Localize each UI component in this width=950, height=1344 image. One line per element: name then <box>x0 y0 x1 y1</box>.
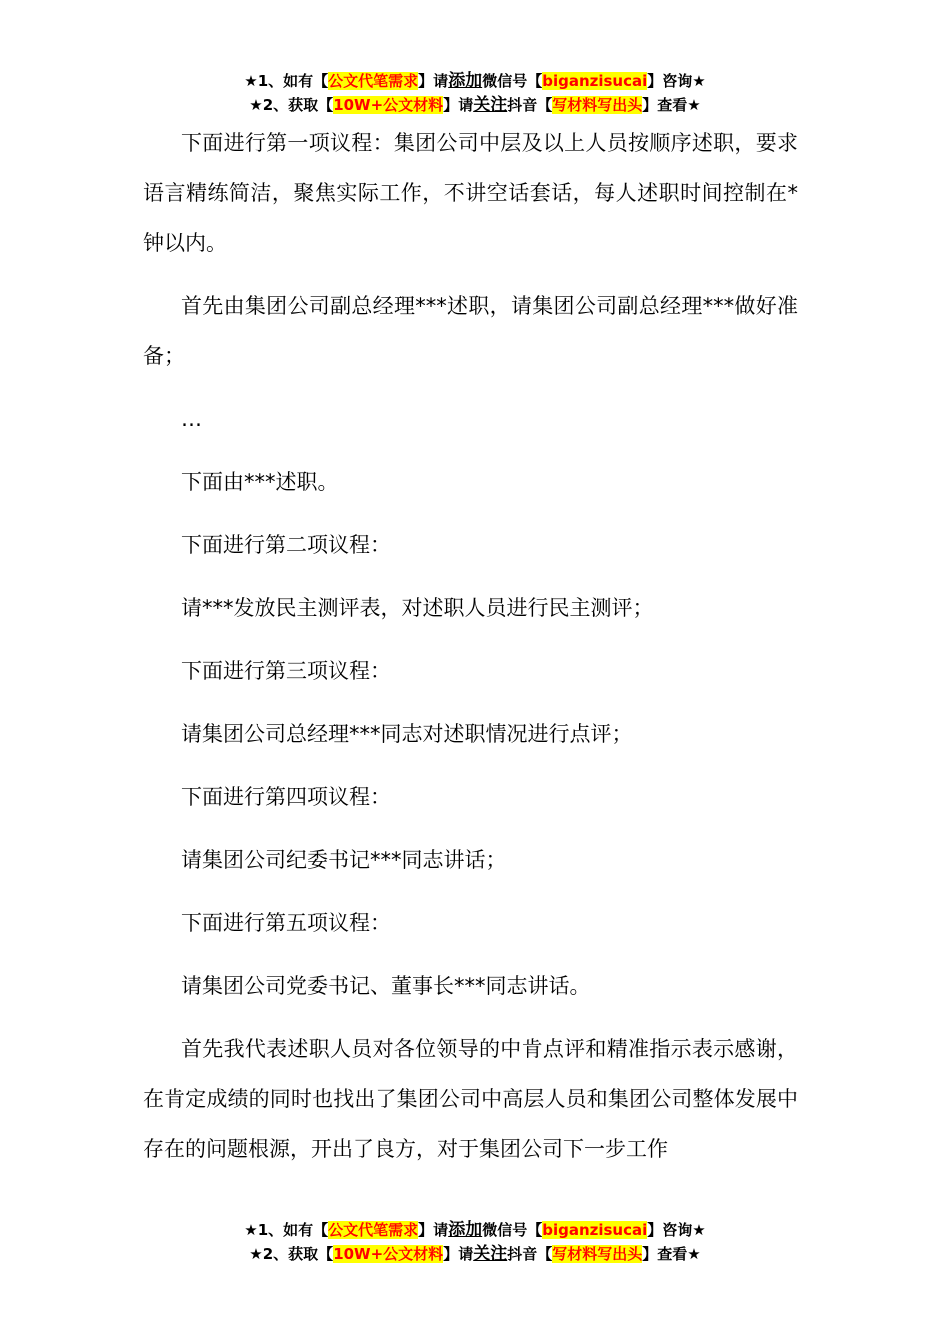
paragraph: 首先由集团公司副总经理***述职，请集团公司副总经理***做好准备； <box>143 294 798 368</box>
promo-text: 1、如有【 <box>257 1221 329 1239</box>
highlight-douyin: 写材料写出头 <box>552 96 643 114</box>
promo-text: 】查看★ <box>642 96 701 114</box>
highlight-douyin: 写材料写出头 <box>552 1245 643 1263</box>
promo-text: 2、获取【 <box>262 96 334 114</box>
star-icon: ★ <box>249 96 263 114</box>
highlight-materials: 10W+公文材料 <box>333 96 444 114</box>
promo-text: 】请 <box>418 72 449 90</box>
emphasis-follow: 关注 <box>473 95 508 115</box>
promo-text: 2、获取【 <box>262 1245 334 1263</box>
promo-text: 】咨询★ <box>647 72 706 90</box>
paragraph: 请***发放民主测评表，对述职人员进行民主测评； <box>181 596 654 620</box>
promo-text: 】查看★ <box>642 1245 701 1263</box>
promo-text: 微信号【 <box>482 72 543 90</box>
promo-text: 】请 <box>418 1221 449 1239</box>
paragraph: 下面进行第四项议程： <box>181 785 391 809</box>
highlight-service: 公文代笔需求 <box>328 1221 419 1239</box>
emphasis-add: 添加 <box>448 1220 483 1240</box>
bottom-promo-banner <box>0 1218 950 1266</box>
star-icon: ★ <box>244 72 258 90</box>
document-body <box>143 118 798 1187</box>
promo-text: 】请 <box>443 1245 474 1263</box>
paragraph: 下面进行第一项议程：集团公司中层及以上人员按顺序述职，要求语言精练简洁，聚焦实际工作，不讲空话套话，每人述职时间控制在*钟以内。 <box>143 131 798 255</box>
emphasis-follow: 关注 <box>473 1244 508 1264</box>
paragraph: 下面进行第五项议程： <box>181 911 391 935</box>
paragraph: 下面进行第三项议程： <box>181 659 391 683</box>
promo-text: 抖音【 <box>507 1245 553 1263</box>
highlight-wechat-id: biganzisucai <box>542 72 648 90</box>
promo-line-1 <box>0 1218 950 1242</box>
highlight-service: 公文代笔需求 <box>328 72 419 90</box>
star-icon: ★ <box>244 1221 258 1239</box>
promo-text: 微信号【 <box>482 1221 543 1239</box>
highlight-materials: 10W+公文材料 <box>333 1245 444 1263</box>
paragraph: 下面进行第二项议程： <box>181 533 391 557</box>
promo-line-2 <box>0 93 950 117</box>
top-promo-banner <box>0 69 950 117</box>
promo-line-1 <box>0 69 950 93</box>
promo-text: 1、如有【 <box>257 72 329 90</box>
promo-text: 】咨询★ <box>647 1221 706 1239</box>
paragraph: 请集团公司党委书记、董事长***同志讲话。 <box>181 974 591 998</box>
emphasis-add: 添加 <box>448 71 483 91</box>
promo-text: 】请 <box>443 96 474 114</box>
promo-text: 抖音【 <box>507 96 553 114</box>
paragraph: 下面由***述职。 <box>181 470 339 494</box>
paragraph: 首先我代表述职人员对各位领导的中肯点评和精准指示表示感谢，在肯定成绩的同时也找出了集团公司中高层人员和集团公司整体发展中存在的问题根源，开出了良方，对于集团公司下一步工作 <box>143 1037 798 1161</box>
paragraph: … <box>181 407 202 431</box>
star-icon: ★ <box>249 1245 263 1263</box>
paragraph: 请集团公司纪委书记***同志讲话； <box>181 848 507 872</box>
highlight-wechat-id: biganzisucai <box>542 1221 648 1239</box>
paragraph: 请集团公司总经理***同志对述职情况进行点评； <box>181 722 633 746</box>
promo-line-2 <box>0 1242 950 1266</box>
